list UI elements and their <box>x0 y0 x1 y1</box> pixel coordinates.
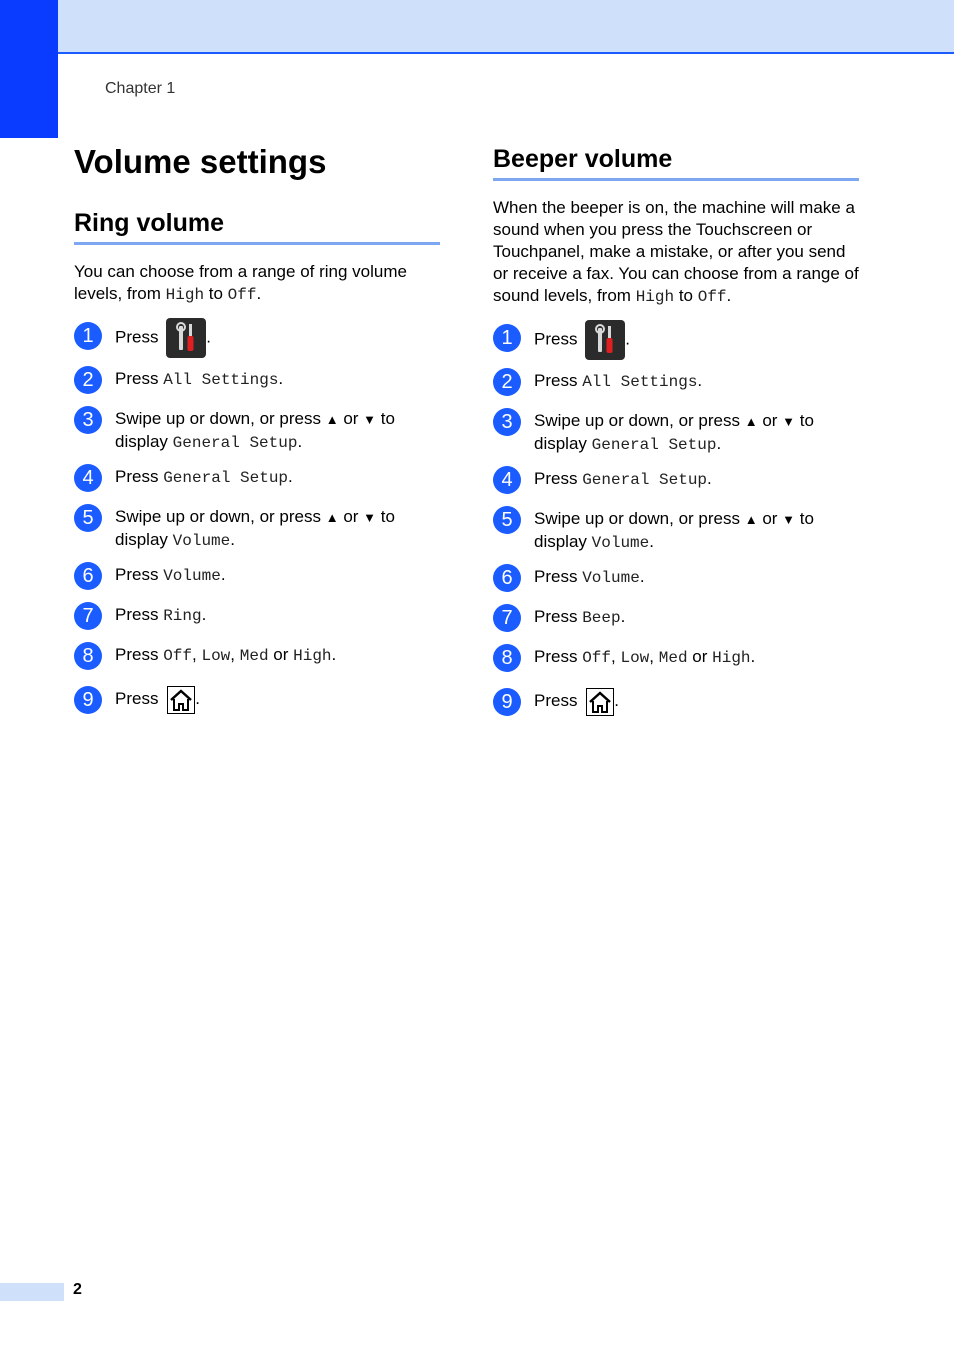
step-number: 8 <box>493 644 521 672</box>
step-6: 6 Press Volume. <box>74 564 442 592</box>
home-icon[interactable] <box>586 688 614 716</box>
step-number: 2 <box>493 368 521 396</box>
beeper-steps <box>493 326 861 718</box>
step-number: 5 <box>74 504 102 532</box>
step-number: 6 <box>74 562 102 590</box>
step-9: 9 Press . <box>74 688 442 716</box>
step-number: 1 <box>493 324 521 352</box>
step-number: 5 <box>493 506 521 534</box>
down-arrow-icon: ▼ <box>363 412 377 427</box>
step-6: 6 Press Volume. <box>493 566 861 594</box>
step-number: 3 <box>74 406 102 434</box>
step-number: 3 <box>493 408 521 436</box>
step-2: 2 Press All Settings. <box>493 370 861 398</box>
beeper-volume-section <box>493 145 861 730</box>
step-number: 6 <box>493 564 521 592</box>
footer-band <box>0 1283 64 1301</box>
up-arrow-icon: ▲ <box>325 412 339 427</box>
step-number: 9 <box>74 686 102 714</box>
step-8: 8 Press Off, Low, Med or High. <box>493 646 861 674</box>
down-arrow-icon: ▼ <box>363 510 377 525</box>
chapter-tab <box>0 0 58 138</box>
step-3: 3 Swipe up or down, or press ▲ or ▼ to display General Setup. <box>74 408 442 454</box>
ring-intro: You can choose from a range of ring volume levels, from High to Off. <box>74 262 407 304</box>
chapter-label: Chapter 1 <box>105 80 176 97</box>
down-arrow-icon: ▼ <box>782 512 796 527</box>
step-number: 4 <box>74 464 102 492</box>
step-5: 5 Swipe up or down, or press ▲ or ▼ to display Volume. <box>493 508 861 554</box>
step-1: 1 Press . <box>493 326 861 354</box>
step-number: 1 <box>74 322 102 350</box>
page-title: Volume settings <box>74 143 327 180</box>
step-number: 2 <box>74 366 102 394</box>
beeper-intro: When the beeper is on, the machine will make a sound when you press the Touchscreen or Touchpanel, make a mistake, or after you send or receive a fax. You can choose from a range of sound levels, from High to Off. <box>493 198 859 306</box>
step-7: 7 Press Ring. <box>74 604 442 632</box>
step-number: 7 <box>493 604 521 632</box>
step-number: 8 <box>74 642 102 670</box>
up-arrow-icon: ▲ <box>325 510 339 525</box>
step-number: 4 <box>493 466 521 494</box>
step-number: 7 <box>74 602 102 630</box>
beeper-volume-title: Beeper volume <box>493 145 859 181</box>
step-4: 4 Press General Setup. <box>74 466 442 494</box>
step-8: 8 Press Off, Low, Med or High. <box>74 644 442 672</box>
settings-tools-icon[interactable] <box>585 320 625 360</box>
step-9: 9 Press . <box>493 690 861 718</box>
up-arrow-icon: ▲ <box>744 512 758 527</box>
settings-tools-icon[interactable] <box>166 318 206 358</box>
step-5: 5 Swipe up or down, or press ▲ or ▼ to display Volume. <box>74 506 442 552</box>
step-7: 7 Press Beep. <box>493 606 861 634</box>
step-number: 9 <box>493 688 521 716</box>
down-arrow-icon: ▼ <box>782 414 796 429</box>
ring-volume-section <box>74 209 442 728</box>
page-number: 2 <box>73 1281 82 1298</box>
ring-volume-title: Ring volume <box>74 209 440 245</box>
all-settings-label: All Settings <box>163 371 279 389</box>
step-2: 2 Press All Settings. <box>74 368 442 396</box>
step-1: 1 Press . <box>74 324 442 352</box>
header-band <box>58 0 954 54</box>
ring-steps <box>74 324 442 716</box>
home-icon[interactable] <box>167 686 195 714</box>
step-4: 4 Press General Setup. <box>493 468 861 496</box>
up-arrow-icon: ▲ <box>744 414 758 429</box>
step-3: 3 Swipe up or down, or press ▲ or ▼ to display General Setup. <box>493 410 861 456</box>
